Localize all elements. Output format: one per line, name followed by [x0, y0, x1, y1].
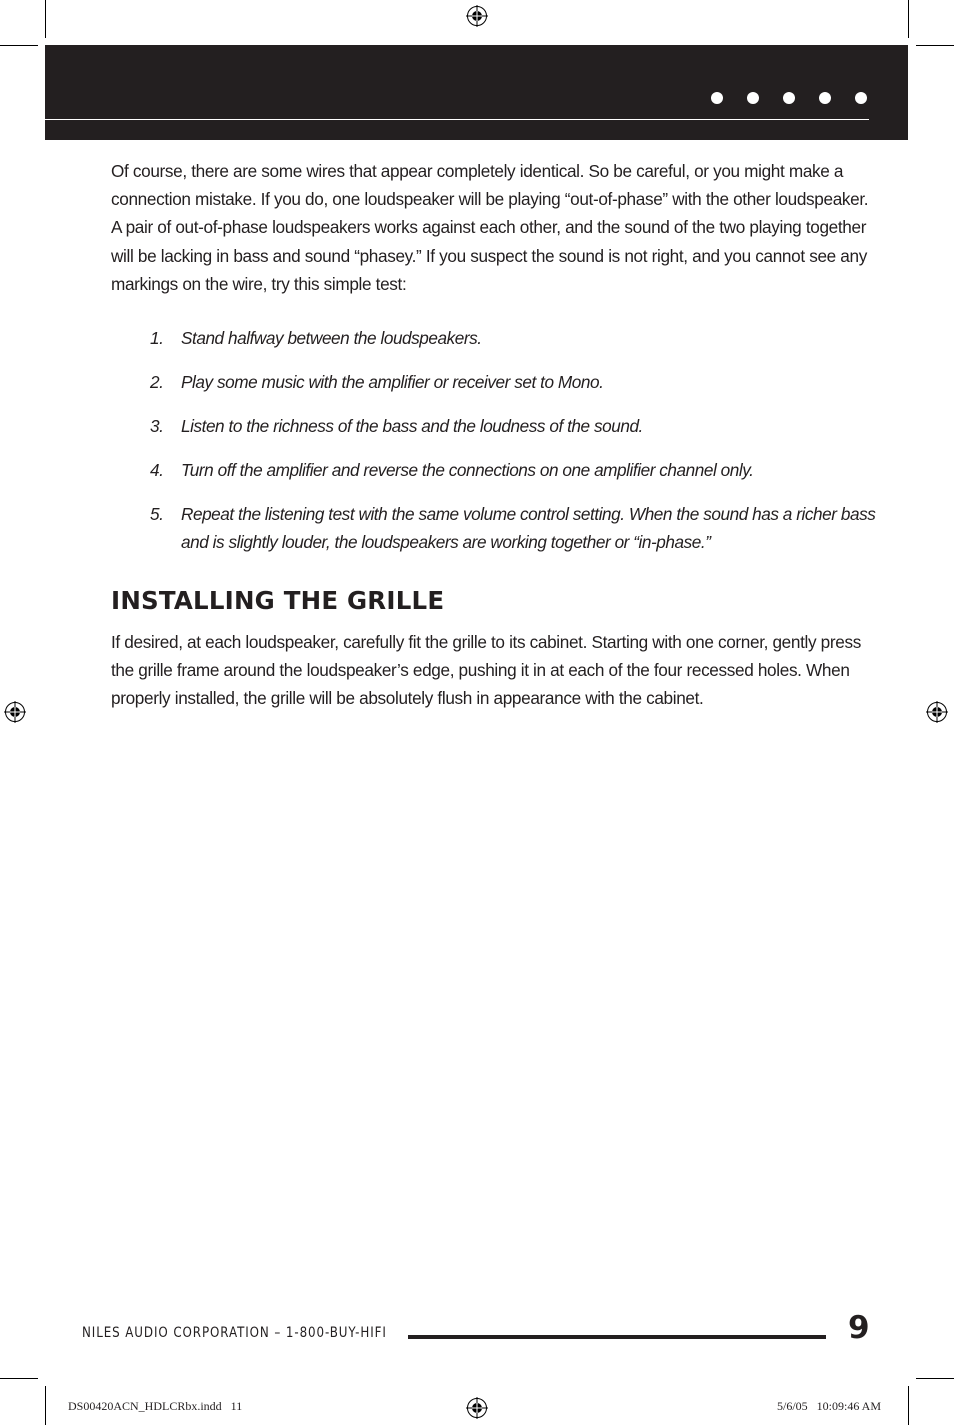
phase-test-steps: [150, 324, 885, 572]
slug-filename: DS00420ACN_HDLCRbx.indd 11: [68, 1399, 243, 1413]
registration-mark-icon: [4, 701, 26, 723]
step-text: Listen to the richness of the bass and the loudness of the sound.: [181, 416, 643, 436]
crop-mark: [0, 45, 38, 46]
step-text: Turn off the amplifier and reverse the connections on one amplifier channel only.: [181, 460, 754, 480]
list-item: [150, 324, 885, 352]
grille-paragraph: If desired, at each loudspeaker, carefully fit the grille to its cabinet. Starting with one corner, gently press the grille frame around the loudspeaker’s edge, pushing it in at each of the four recessed holes. When properly installed, the grille will be absolutely flush in appearance with the cabinet.: [111, 632, 861, 709]
dot-icon: [711, 92, 723, 104]
step-text: Play some music with the amplifier or receiver set to Mono.: [181, 372, 604, 392]
slug-timestamp: 5/6/05 10:09:46 AM: [777, 1399, 882, 1413]
dot-icon: [783, 92, 795, 104]
list-item: [150, 412, 885, 440]
step-number: 2.: [150, 372, 164, 392]
footer-company: NILES AUDIO CORPORATION – 1-800-BUY-HIFI: [82, 1325, 387, 1341]
footer-rule: [408, 1335, 826, 1339]
step-number: 5.: [150, 504, 164, 524]
step-text: Stand halfway between the loudspeakers.: [181, 328, 482, 348]
dot-icon: [819, 92, 831, 104]
registration-mark-icon: [466, 1397, 488, 1419]
crop-mark: [916, 1378, 954, 1379]
crop-mark: [908, 1386, 909, 1425]
intro-paragraph: Of course, there are some wires that appear completely identical. So be careful, or you might make a connection mistake. If you do, one loudspeaker will be playing “out-of-phase” with the other loudspeaker. A pair of out-of-phase loudspeakers works against each other, and the sound of the two playing together will be lacking in bass and sound “phasey.” If you suspect the sound is not right, and you cannot see any markings on the wire, try this simple test:: [111, 161, 869, 294]
crop-mark: [916, 45, 954, 46]
list-item: [150, 368, 885, 396]
header-rule: [45, 119, 869, 120]
dot-icon: [747, 92, 759, 104]
section-title: INSTALLING THE GRILLE: [111, 586, 445, 615]
crop-mark: [908, 0, 909, 38]
header-band: [45, 45, 908, 140]
page-number: 9: [848, 1310, 870, 1346]
crop-mark: [0, 1378, 38, 1379]
step-number: 4.: [150, 460, 164, 480]
step-number: 1.: [150, 328, 164, 348]
list-item: [150, 456, 885, 484]
registration-mark-icon: [926, 701, 948, 723]
crop-mark: [45, 0, 46, 38]
step-text: Repeat the listening test with the same volume control setting. When the sound has a richer bass and is slightly louder, the loudspeakers are working together or “in-phase.”: [181, 504, 876, 552]
crop-mark: [45, 1386, 46, 1425]
registration-mark-icon: [466, 5, 488, 27]
list-item: [150, 500, 885, 556]
dot-icon: [855, 92, 867, 104]
step-number: 3.: [150, 416, 164, 436]
